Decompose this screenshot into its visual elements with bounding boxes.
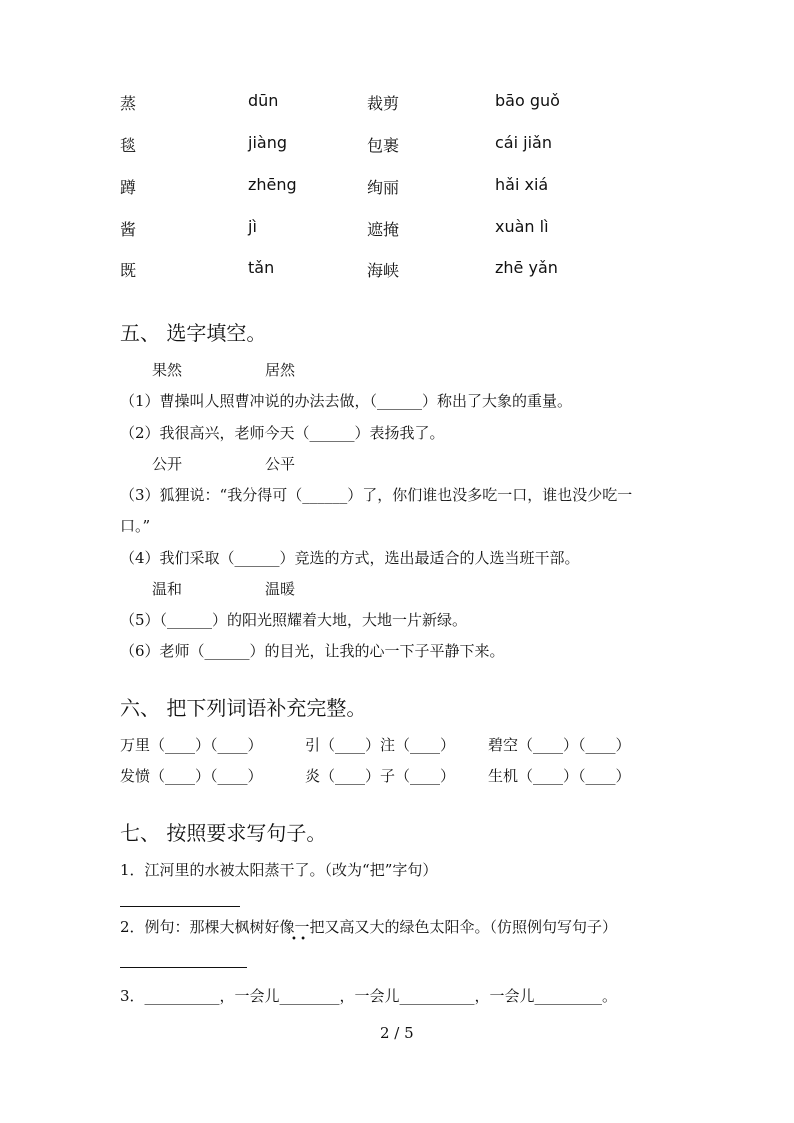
match-word-pinyin: cái jiǎn — [495, 133, 552, 152]
question-line: （5）（______）的阳光照耀着大地，大地一片新绿。 — [120, 611, 468, 629]
match-word-pinyin: zhē yǎn — [495, 258, 558, 277]
match-word-pinyin: xuàn lì — [495, 217, 549, 236]
idiom-blank: 碧空（____）（____） — [488, 736, 631, 754]
match-word-pinyin: bāo guǒ — [495, 91, 560, 110]
question-line: 口。” — [120, 517, 151, 535]
match-word: 绚丽 — [367, 178, 400, 197]
emphasis-dots: • • — [291, 934, 306, 945]
match-pinyin: zhēng — [248, 175, 297, 194]
page-number: 2 / 5 — [380, 1024, 414, 1042]
match-char: 酱 — [120, 220, 137, 239]
section-title: 五、 选字填空。 — [120, 321, 267, 345]
idiom-blank: 生机（____）（____） — [488, 767, 631, 785]
match-pinyin: jiàng — [248, 133, 287, 152]
match-word-pinyin: hǎi xiá — [495, 175, 549, 194]
match-word: 遮掩 — [367, 220, 400, 239]
match-pinyin: dūn — [248, 91, 279, 110]
word-choice: 果然 — [152, 361, 183, 379]
idiom-blank: 万里（____）（____） — [120, 736, 263, 754]
match-word: 海峡 — [367, 261, 400, 280]
match-word: 包裹 — [367, 136, 400, 155]
idiom-blank: 引（____）注（____） — [305, 736, 456, 754]
match-char: 蒸 — [120, 94, 137, 113]
answer-line — [120, 906, 240, 907]
word-choice: 温和 — [152, 580, 183, 598]
match-pinyin: tǎn — [248, 258, 275, 277]
match-char: 蹲 — [120, 178, 137, 197]
idiom-blank: 发愤（____）（____） — [120, 767, 263, 785]
match-char: 毯 — [120, 136, 137, 155]
question-line: （6）老师（______）的目光，让我的心一下子平静下来。 — [120, 642, 505, 660]
answer-line — [120, 967, 247, 968]
word-choice: 温暖 — [265, 580, 296, 598]
question-line: （2）我很高兴，老师今天（______）表扬我了。 — [120, 424, 445, 442]
match-char: 既 — [120, 261, 137, 280]
idiom-blank: 炎（____）子（____） — [305, 767, 456, 785]
word-choice: 公开 — [152, 455, 183, 473]
question-line: 2．例句：那棵大枫树好像一把又高又大的绿色太阳伞。（仿照例句写句子） — [120, 918, 618, 936]
match-word: 裁剪 — [367, 94, 400, 113]
section-title: 七、 按照要求写句子。 — [120, 821, 327, 845]
question-line: 1．江河里的水被太阳蒸干了。（改为“把”字句） — [120, 861, 438, 879]
question-line: （4）我们采取（______）竞选的方式，选出最适合的人选当班干部。 — [120, 549, 580, 567]
question-line: （1）曹操叫人照曹冲说的办法去做，（______）称出了大象的重量。 — [120, 392, 573, 410]
word-choice: 公平 — [265, 455, 296, 473]
match-pinyin: jì — [248, 217, 257, 236]
word-choice: 居然 — [265, 361, 296, 379]
question-line: 3．__________，一会儿________，一会儿__________，一会儿_________。 — [120, 987, 618, 1005]
question-line: （3）狐狸说：“我分得可（______）了，你们谁也没多吃一口，谁也没少吃一 — [120, 486, 633, 504]
section-title: 六、 把下列词语补充完整。 — [120, 696, 367, 720]
